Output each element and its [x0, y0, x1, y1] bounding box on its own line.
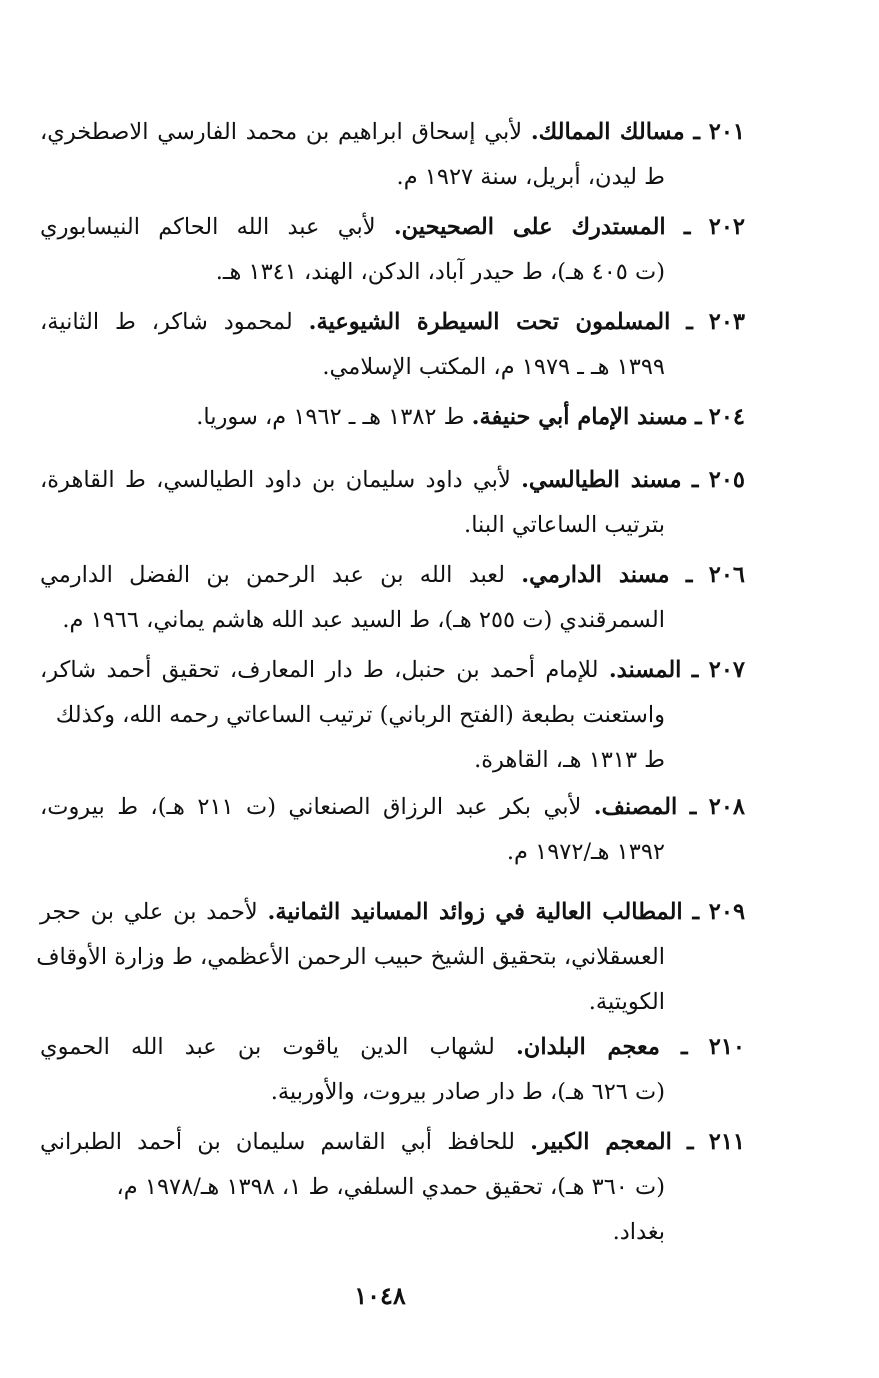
entry-title: مسند الطيالسي.	[521, 467, 682, 493]
entry-title: مسند الدارمي.	[521, 562, 670, 588]
bibliography-entry-208	[40, 785, 745, 875]
entry-title: المستدرك على الصحيحين.	[393, 214, 666, 240]
entry-continuation-line: (ت ٣٦٠ هـ)، تحقيق حمدي السلفي، ط ١، ١٣٩٨ هـ/١٩٧٨ م،	[116, 1174, 665, 1200]
bibliography-entry-202	[40, 205, 745, 295]
entry-first-line	[40, 890, 745, 935]
entry-text: لمحمود شاكر، ط الثانية،	[40, 309, 293, 335]
entry-text: لشهاب الدين ياقوت بن عبد الله الحموي	[40, 1034, 495, 1060]
page-number: ١٠٤٨	[354, 1281, 406, 1310]
entry-title: مسند الإمام أبي حنيفة.	[471, 404, 688, 430]
entry-number: ٢٠٥	[708, 467, 746, 493]
entry-number: ٢٠٩	[708, 899, 746, 925]
bibliography-entry-203	[40, 300, 745, 390]
entry-first-line	[40, 553, 745, 598]
entry-first-line	[40, 458, 745, 503]
entry-continuation-line: بغداد.	[612, 1219, 665, 1245]
entry-text: لأحمد بن علي بن حجر	[40, 899, 258, 925]
bibliography-entry-205	[40, 458, 745, 548]
entry-number: ٢٠١	[708, 119, 746, 145]
entry-title: المعجم الكبير.	[530, 1129, 672, 1155]
entry-text: ط ١٣٨٢ هـ ـ ١٩٦٢ م، سوريا.	[196, 404, 465, 430]
entry-number: ٢٠٤	[708, 404, 745, 430]
entry-number: ٢١٠	[708, 1034, 745, 1060]
entry-continuation-line: ط ١٣١٣ هـ، القاهرة.	[474, 747, 665, 773]
entry-first-line	[40, 110, 745, 155]
entry-title: معجم البلدان.	[515, 1034, 660, 1060]
bibliography-entry-210	[40, 1025, 745, 1115]
entry-dash: ـ	[694, 404, 702, 430]
entry-continuation-line: بترتيب الساعاتي البنا.	[464, 512, 665, 538]
entry-continuation-line: ١٣٩٩ هـ ـ ١٩٧٩ م، المكتب الإسلامي.	[322, 354, 665, 380]
entry-text: لأبي بكر عبد الرزاق الصنعاني (ت ٢١١ هـ)، ط بيروت،	[40, 794, 582, 820]
entry-title: المسلمون تحت السيطرة الشيوعية.	[308, 309, 671, 335]
entry-title: المصنف.	[593, 794, 678, 820]
entry-text: لأبي عبد الله الحاكم النيسابوري	[40, 214, 376, 240]
entry-title: مسالك الممالك.	[530, 119, 685, 145]
entry-dash: ـ	[691, 657, 699, 683]
entry-first-line	[40, 1120, 745, 1165]
bibliography-entry-207	[40, 648, 745, 783]
entry-first-line	[40, 1025, 745, 1070]
entry-dash: ـ	[693, 119, 701, 145]
entry-first-line	[40, 648, 745, 693]
entry-number: ٢١١	[708, 1129, 746, 1155]
entry-dash: ـ	[685, 562, 693, 588]
entry-first-line	[40, 205, 745, 250]
entry-dash: ـ	[692, 899, 700, 925]
entry-dash: ـ	[691, 467, 699, 493]
entry-title: المطالب العالية في زوائد المسانيد الثمانية.	[267, 899, 683, 925]
entry-continuation-line: الكويتية.	[588, 989, 665, 1015]
entry-number: ٢٠٨	[708, 794, 745, 820]
entry-first-line	[40, 395, 745, 440]
entry-continuation-line: (ت ٤٠٥ هـ)، ط حيدر آباد، الدكن، الهند، ١٣٤١ هـ.	[215, 259, 665, 285]
entry-first-line	[40, 785, 745, 830]
entry-continuation-line: واستعنت بطبعة (الفتح الرباني) ترتيب الساعاتي رحمه الله، وكذلك	[55, 702, 665, 728]
bibliography-entry-209	[36, 890, 746, 1025]
entry-text: لعبد الله بن عبد الرحمن بن الفضل الدارمي	[40, 562, 505, 588]
entry-dash: ـ	[687, 1129, 694, 1155]
bibliography-entry-211	[40, 1120, 745, 1255]
entry-text: لأبي داود سليمان بن داود الطيالسي، ط القاهرة،	[40, 467, 511, 493]
entry-dash: ـ	[689, 794, 697, 820]
entry-dash: ـ	[683, 214, 691, 240]
entry-number: ٢٠٧	[708, 657, 746, 683]
bibliography-entry-204	[40, 395, 745, 440]
entry-number: ٢٠٣	[708, 309, 745, 335]
entry-text: لأبي إسحاق ابراهيم بن محمد الفارسي الاصطخري،	[40, 119, 523, 145]
entry-text: للإمام أحمد بن حنبل، ط دار المعارف، تحقيق أحمد شاكر،	[40, 657, 599, 683]
entry-dash: ـ	[681, 1034, 688, 1060]
entry-continuation-line: ١٣٩٢ هـ/١٩٧٢ م.	[506, 839, 665, 865]
entry-continuation-line: (ت ٦٢٦ هـ)، ط دار صادر بيروت، والأوربية.	[270, 1079, 665, 1105]
bibliography-entry-201	[40, 110, 745, 200]
entry-number: ٢٠٢	[708, 214, 745, 240]
entry-text: للحافظ أبي القاسم سليمان بن أحمد الطبراني	[40, 1129, 516, 1155]
entry-number: ٢٠٦	[708, 562, 745, 588]
entry-continuation-line: السمرقندي (ت ٢٥٥ هـ)، ط السيد عبد الله هاشم يماني، ١٩٦٦ م.	[62, 607, 665, 633]
entry-dash: ـ	[686, 309, 693, 335]
entry-continuation-line: ط ليدن، أبريل، سنة ١٩٢٧ م.	[396, 164, 665, 190]
bibliography-entry-206	[40, 553, 745, 643]
entry-continuation-line: العسقلاني، بتحقيق الشيخ حبيب الرحمن الأعظمي، ط وزارة الأوقاف	[36, 944, 665, 970]
entry-title: المسند.	[608, 657, 682, 683]
entry-first-line	[40, 300, 745, 345]
